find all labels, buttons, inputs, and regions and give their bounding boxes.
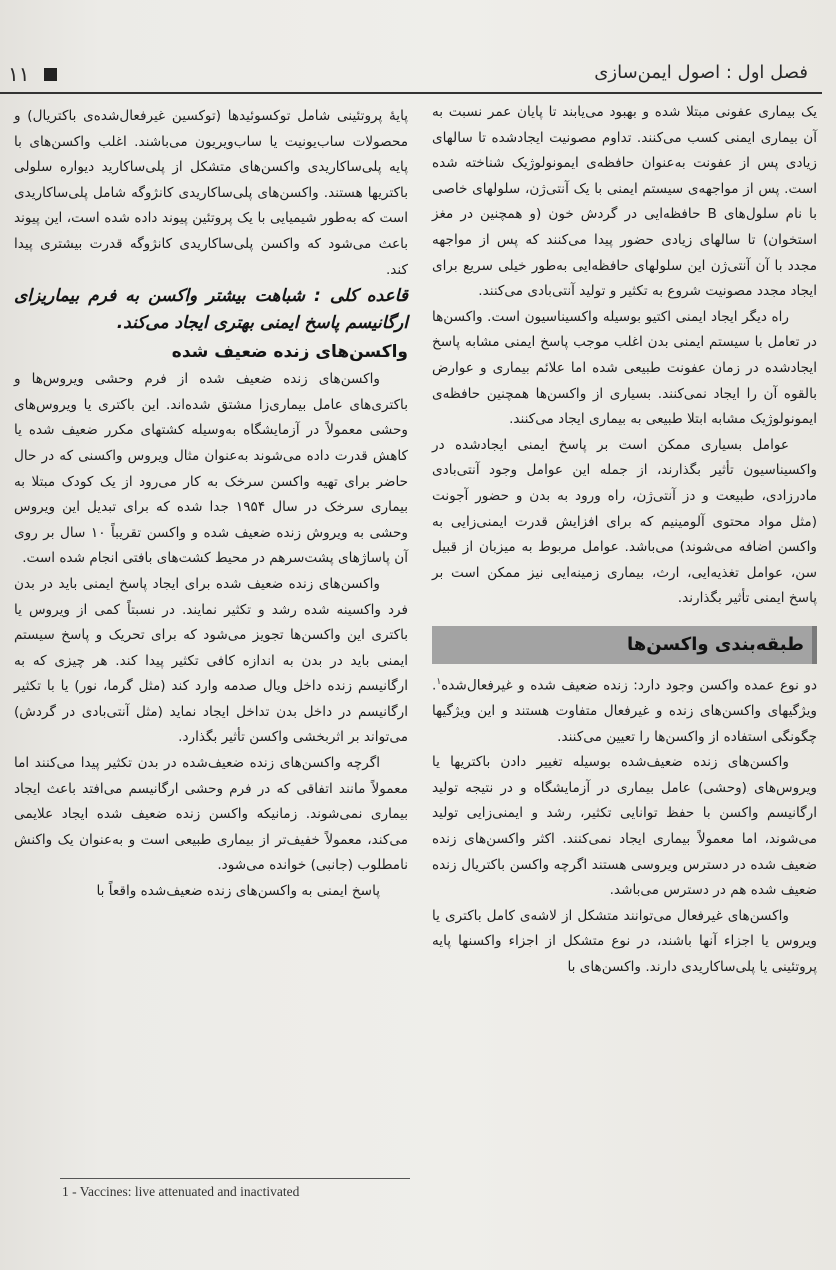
paragraph: اگرچه واکسن‌های زنده ضعیف‌شده در بدن تکثیر پیدا می‌کنند اما معمولاً مانند اتفاقی که در فرم وحشی ارگانیسم می‌افتد باعث ایجاد بیماری نمی‌شوند. زمانیکه واکسن زنده ضعیف شده ایجاد علایمی می‌کند، معمولاً خفیف‌تر از بیماری طبیعی است و به‌عنوان یک واکنش نامطلوب (جانبی) خوانده می‌شود. — [14, 755, 408, 874]
paragraph: یک بیماری عفونی مبتلا شده و بهبود می‌یابند تا پایان عمر نسبت به آن بیماری ایمنی کسب می‌کنند. تداوم مصونیت ایجادشده تا سالهای زیادی پس از عفونت به‌عنوان حافظه‌ی ایمونولوژیک شناخته شده است. پس از مواجهه‌ی سیستم ایمنی با یک آنتی‌ژن، سلولهای خاصی با نام سلول‌های B حافظه‌ایی در گردش خون (و همچنین در مغز استخوان) تا سالهای زیادی حضور پیدا می‌کنند که پس از مواجهه مجدد با آن آنتی‌ژن این سلولهای حافظه‌ایی به‌طور خیلی سریع برای ایجاد مجدد مصونیت شروع به تکثیر و تولید آنتی‌بادی می‌کنند. — [432, 104, 817, 300]
right-column — [432, 100, 817, 981]
paragraph — [432, 670, 817, 750]
page-header — [0, 62, 820, 92]
paragraph: پاسخ ایمنی به واکسن‌های زنده ضعیف‌شده واقعاً با — [96, 883, 380, 900]
section-heading-live-attenuated: واکسن‌های زنده ضعیف شده — [171, 342, 408, 363]
general-rule-callout: قاعده کلی : شباهت بیشتر واکسن به فرم بیماریزای ارگانیسم پاسخ ایمنی بهتری ایجاد می‌کند. — [14, 286, 408, 334]
paragraph-text: دو نوع عمده واکسن وجود دارد: زنده ضعیف شده و غیرفعال‌شده — [441, 677, 817, 694]
paragraph: واکسن‌های زنده ضعیف شده از فرم وحشی ویروس‌ها و باکتری‌های عامل بیماری‌زا مشتق شده‌اند. این باکتری یا ویروس‌های وحشی معمولاً در آزمایشگاه به‌وسیله کشتهای مکرر ضعیف شده یا کاهش قدرت داده می‌شوند به‌عنوان مثال ویروس واکسنی که در حال حاضر برای تهیه واکسن سرخک به کار می‌رود از یک کودک مبتلا به بیماری سرخک در سال ۱۹۵۴ جدا شده که برای تبدیل این ویروس وحشی به ویروش زنده ضعیف شده و واکسن تقریباً ۱۰ سال بر روی آن پاساژهای پشت‌سرهم در محیط کشت‌های بافتی انجام شده است. — [14, 371, 408, 567]
paragraph: عوامل بسیاری ممکن است بر پاسخ ایمنی ایجادشده در واکسیناسیون تأثیر بگذارند، از جمله این عوامل وجود آنتی‌بادی مادرزادی، طبیعت و دز آنتی‌ژن، راه ورود به بدن و حضور آجونت (مثل مواد محتوی آلومینیم که برای افزایش قدرت ایمنی‌زایی به واکسن اضافه می‌شوند) می‌باشد. عوامل مربوط به میزبان از قبیل سن، عوامل تغذیه‌ایی، ارث، بیماری زمینه‌ایی نیز ممکن است بر پاسخ ایمنی تأثیر بگذارند. — [432, 436, 817, 607]
paragraph: راه دیگر ایجاد ایمنی اکتیو بوسیله واکسیناسیون است. واکسن‌ها در تعامل با سیستم ایمنی بدن اغلب موجب پاسخ ایمنی مشابه پاسخ ایجادشده در زمان عفونت طبیعی شده اما علائم بیماری و عوارض بالقوه آن را ایجاد نمی‌کنند. بسیاری از واکسن‌ها همچنین حافظه‌ی ایمونولوژیک مشابه ابتلا طبیعی به بیماری ایجاد می‌کنند. — [432, 308, 817, 428]
footnote-marker: ۱ — [436, 676, 442, 687]
paragraph: واکسن‌های غیرفعال می‌توانند متشکل از لاشه‌ی کامل باکتری یا ویروس یا اجزاء آنها باشند، در نوع متشکل از اجزاء واکسنها پایه پروتئینی یا پلی‌ساکاریدی دارند. واکسن‌های با — [432, 907, 817, 975]
paragraph: واکسن‌های زنده ضعیف شده برای ایجاد پاسخ ایمنی باید در بدن فرد واکسینه شده رشد و تکثیر نمایند. در نسبتاً کمی از ویروس یا باکتری این واکسن‌ها تجویز می‌شود که برای تحریک و پاسخ سیستم ایمنی باید در بدن به اندازه کافی تکثیر پیدا کند. هر چیزی که به ارگانیسم زنده داخل ویال صدمه وارد کند (مثل گرما، نور) یا با تکثیر ارگانیسم در داخل بدن تداخل ایجاد نماید (مثل آنتی‌بادی در گردش) می‌تواند بر اثربخشی واکسن تأثیر بگذارد. — [14, 575, 408, 746]
footnote: 1 - Vaccines: live attenuated and inactivated — [62, 1184, 300, 1199]
left-column — [14, 104, 408, 905]
paragraph: پایهٔ پروتئینی شامل توکسوئیدها (توکسین غیرفعال‌شده‌ی باکتریال) و محصولات ساب‌یونیت یا ساب‌ویریون می‌باشند. اغلب واکسن‌های با پایه پلی‌ساکاریدی واکسن‌های متشکل از پلی‌ساکارید دیواره سلولی باکتریها هستند. واکسن‌های پلی‌ساکاریدی کانژوگه شامل پلی‌ساکاریدی است که به‌طور شیمیایی با یک پروتئین پیوند داده شده است، این پیوند باعث می‌شود که واکسن پلی‌ساکاریدی کانژوگه قدرت بیشتری پیدا کند. — [14, 108, 408, 278]
header-rule — [0, 92, 822, 94]
paragraph: واکسن‌های زنده ضعیف‌شده بوسیله تغییر دادن باکتریها یا ویروس‌های (وحشی) عامل بیماری در آزمایشگاه و در نتیجه تولید ارگانیسم واکسن با حفظ توانایی تکثیر، رشد و ایمنی‌زایی تولید می‌شوند، اما معمولاً بیماری ایجاد نمی‌کنند. اکثر واکسن‌های زنده ضعیف شده در دسترس ویروسی هستند اگرچه واکسن باکتریال زنده ضعیف شده هم در دسترس می‌باشد. — [432, 754, 817, 899]
chapter-title: فصل اول : اصول ایمن‌سازی — [594, 62, 808, 83]
paragraph-text: . ویژگیهای واکسن‌های زنده و غیرفعال متفاوت هستند و این ویژگیها چگونگی استفاده از واکسن‌ها را تعیین می‌کنند. — [432, 677, 817, 745]
square-bullet-icon — [44, 68, 57, 81]
section-heading-vaccine-classification: طبقه‌بندی واکسن‌ها — [432, 626, 817, 664]
footnote-rule — [60, 1178, 410, 1179]
page-number: ۱۱ — [8, 62, 30, 86]
